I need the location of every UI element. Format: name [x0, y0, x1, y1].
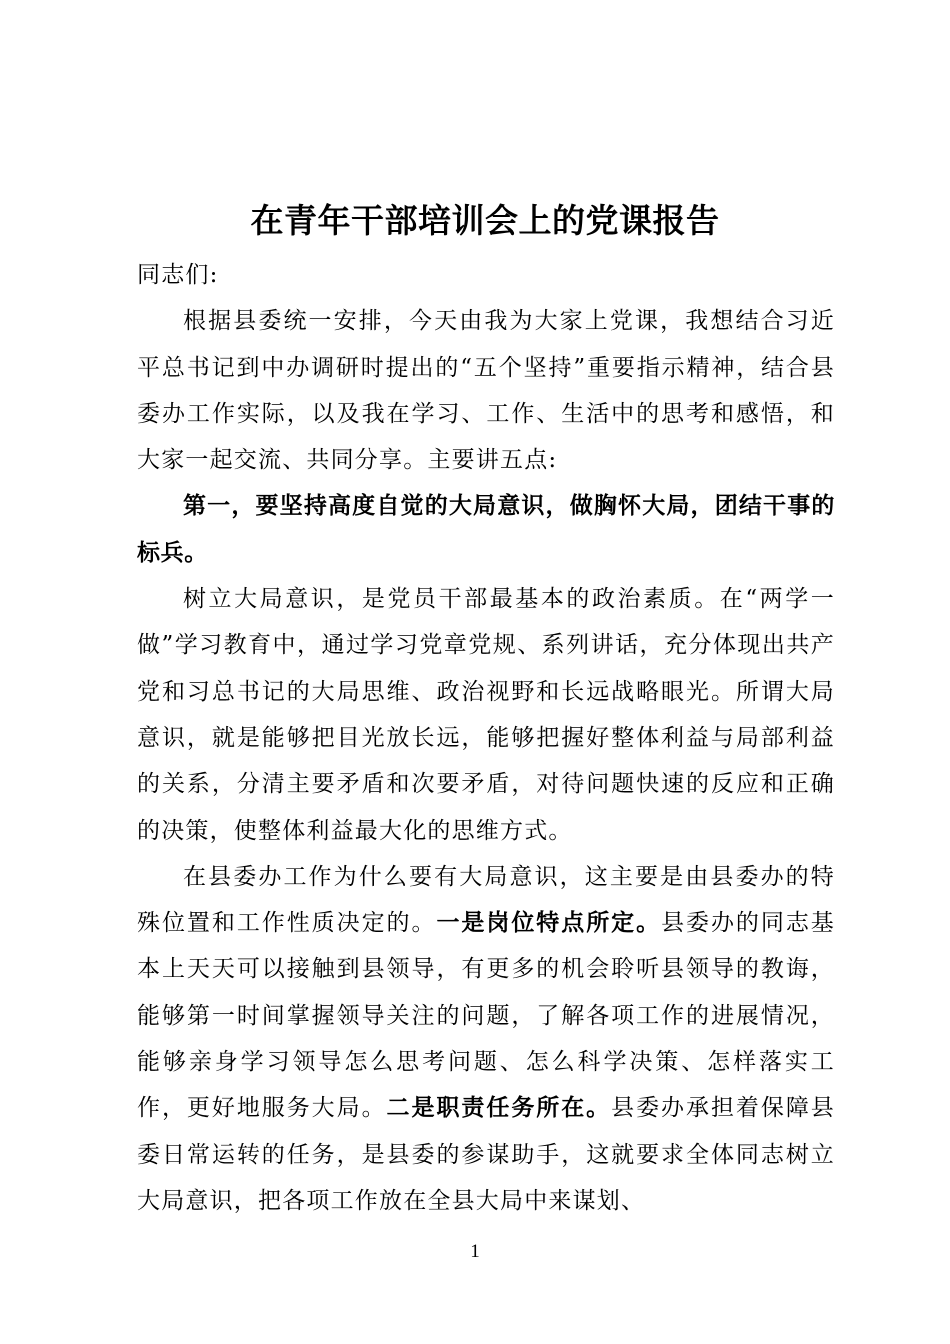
paragraph-text: 在县委办工作为什么要有大局意识，这主要是由县委办的特殊位置和工作性质决定的。 — [137, 863, 835, 937]
intro-paragraph: 根据县委统一安排，今天由我为大家上党课，我想结合习近平总书记到中办调研时提出的“五个坚持”重要指示精神，结合县委办工作实际，以及我在学习、工作、生活中的思考和感悟，和大家一起交流、共同分享。主要讲五点: — [137, 308, 835, 474]
emphasis-point-2: 二是职责任务所在。 — [386, 1094, 612, 1122]
document-title: 在青年干部培训会上的党课报告 — [250, 201, 720, 240]
section-heading-1: 第一，要坚持高度自觉的大局意识，做胸怀大局，团结干事的标兵。 — [137, 493, 835, 566]
page-number: 1 — [470, 1241, 480, 1262]
paragraph-text: 县委办承担着保障县委日常运转的任务，是县委的参谋助手，这就要求全体同志树立大局意识，把各项工作放在全县大局中来谋划、 — [137, 1095, 835, 1214]
paragraph-text: 县委办的同志基本上天天可以接触到县领导，有更多的机会聆听县领导的教诲，能够第一时间掌握领导关注的问题，了解各项工作的进展情况，能够亲身学习领导怎么思考问题、怎么科学决策、怎样落实工作，更好地服务大局。 — [137, 910, 835, 1122]
body-paragraph-1: 树立大局意识，是党员干部最基本的政治素质。在“两学一做”学习教育中，通过学习党章党规、系列讲话，充分体现出共产党和习总书记的大局思维、政治视野和长远战略眼光。所谓大局意识，就是能够把目光放长远，能够把握好整体利益与局部利益的关系，分清主要矛盾和次要矛盾，对待问题快速的反应和正确的决策，使整体利益最大化的思维方式。 — [137, 586, 835, 844]
body-paragraph-2 — [137, 854, 835, 1224]
document-body — [137, 252, 835, 1224]
salutation: 同志们: — [137, 262, 219, 288]
emphasis-point-1: 一是岗位特点所定。 — [436, 909, 662, 937]
